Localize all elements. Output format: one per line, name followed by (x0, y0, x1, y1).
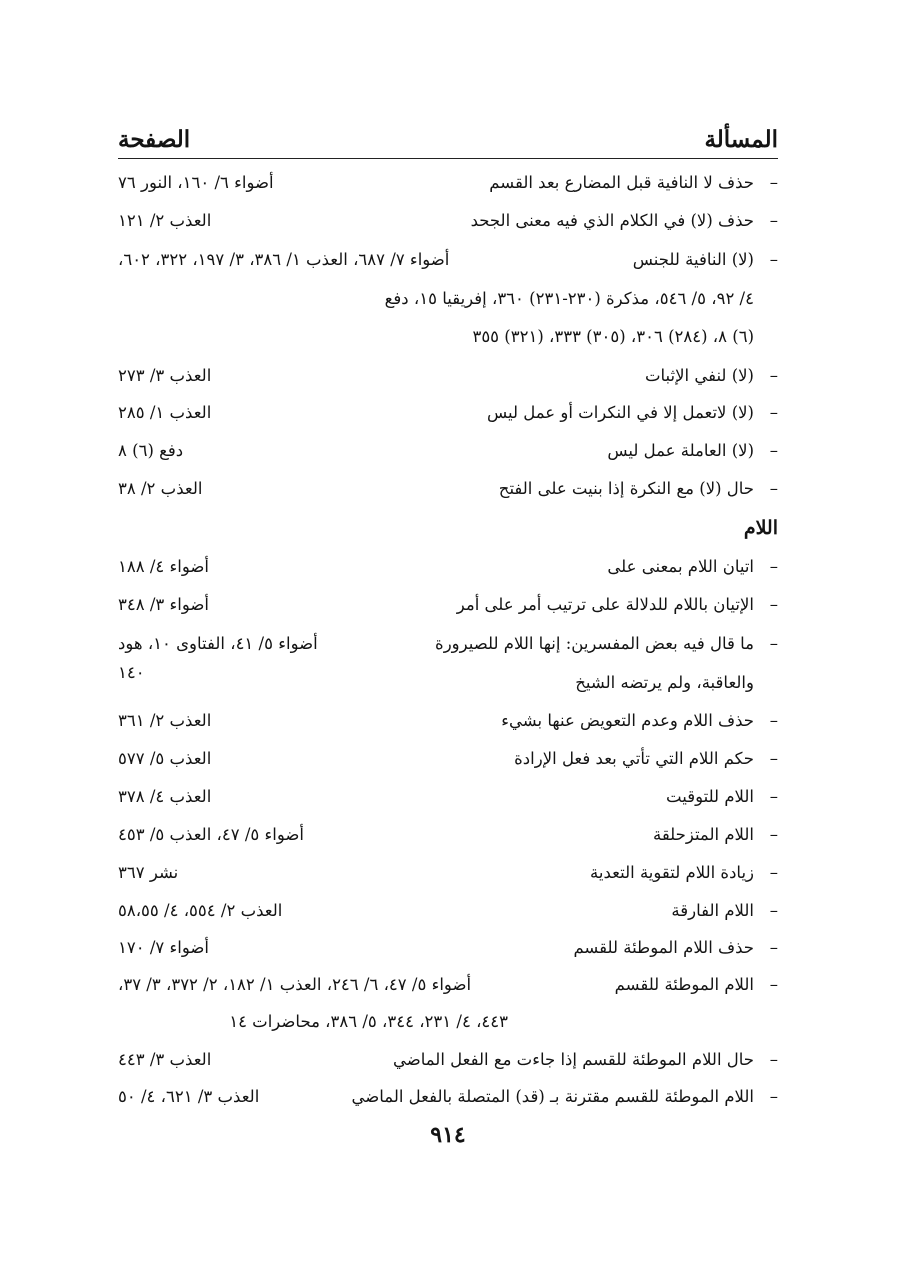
entry-ref: أضواء ٤/ ١٨٨ (118, 557, 209, 576)
entry-ref: العذب ٣/ ٤٤٣ (118, 1050, 212, 1069)
list-item (118, 361, 778, 391)
entry-text: ما قال فيه بعض المفسرين: إنها اللام للصيرورة (435, 634, 754, 653)
list-dash: – (769, 901, 778, 920)
entry-text: اللام الموطئة للقسم مقترنة بـ (قد) المتصلة بالفعل الماضي (351, 1087, 754, 1106)
list-dash: – (769, 787, 778, 806)
list-dash: – (769, 825, 778, 844)
column-title-issue: المسألة (704, 126, 778, 153)
list-item (118, 629, 778, 659)
list-item (118, 1045, 778, 1075)
list-item (118, 782, 778, 812)
list-item (118, 896, 778, 926)
list-item (118, 168, 778, 198)
entry-ref: العذب ٤/ ٣٧٨ (118, 787, 212, 806)
page-header (118, 122, 778, 159)
entry-text: (لا) لنفي الإثبات (644, 366, 754, 385)
column-title-page: الصفحة (118, 126, 191, 153)
entry-text: (لا) العاملة عمل ليس (607, 441, 754, 460)
list-item (118, 436, 778, 466)
entry-ref-continued: (٦) ٨، (٢٨٤) ٣٠٦، (٣٠٥) ٣٣٣، (٣٢١) ٣٥٥ (472, 327, 754, 346)
entry-text: حذف (لا) في الكلام الذي فيه معنى الجحد (470, 211, 754, 230)
entry-continuation (118, 284, 778, 314)
entry-ref: العذب ١/ ٢٨٥ (118, 403, 212, 422)
list-dash: – (769, 1087, 778, 1106)
list-item (118, 245, 778, 275)
list-item (118, 744, 778, 774)
list-dash: – (769, 557, 778, 576)
list-dash: – (769, 595, 778, 614)
list-dash: – (769, 938, 778, 957)
entry-ref: دفع (٦) ٨ (118, 441, 184, 460)
list-item (118, 820, 778, 850)
list-dash: – (769, 250, 778, 269)
list-dash: – (769, 975, 778, 994)
list-item (118, 206, 778, 236)
list-item (118, 970, 778, 1000)
list-item (118, 933, 778, 963)
entry-ref: نشر ٣٦٧ (118, 863, 179, 882)
list-dash: – (769, 1050, 778, 1069)
list-item (118, 552, 778, 582)
entry-ref: العذب ٣/ ٦٢١، ٤/ ٥٠ (118, 1087, 260, 1106)
entry-text: اللام الموطئة للقسم (614, 975, 754, 994)
entry-text: زيادة اللام لتقوية التعدية (590, 863, 754, 882)
list-item (118, 474, 778, 504)
entry-ref: العذب ٢/ ٥٥٤، ٤/ ٥٨،٥٥ (118, 901, 283, 920)
entry-text: الإتيان باللام للدلالة على ترتيب أمر على أمر (456, 595, 754, 614)
list-dash: – (769, 173, 778, 192)
entry-text: اتيان اللام بمعنى على (607, 557, 754, 576)
entry-text: (لا) النافية للجنس (632, 250, 754, 269)
entry-ref: العذب ٢/ ٣٨ (118, 479, 203, 498)
list-dash: – (769, 634, 778, 653)
entry-ref: أضواء ٦/ ١٦٠، النور ٧٦ (118, 173, 274, 192)
entry-ref-continued: ١٤٠ (118, 663, 145, 682)
entry-text-continued: والعاقبة، ولم يرتضه الشيخ (575, 673, 754, 692)
list-item (118, 398, 778, 428)
list-dash: – (769, 211, 778, 230)
list-item (118, 858, 778, 888)
entry-text: اللام الفارقة (671, 901, 754, 920)
entry-ref-continued: ٤٤٣، ٤/ ٢٣١، ٣٤٤، ٥/ ٣٨٦، محاضرات ١٤ (229, 1012, 508, 1031)
entry-ref: العذب ٢/ ١٢١ (118, 211, 212, 230)
list-item (118, 590, 778, 620)
entry-text: اللام للتوقيت (666, 787, 754, 806)
list-dash: – (769, 749, 778, 768)
list-dash: – (769, 366, 778, 385)
entry-ref: العذب ٢/ ٣٦١ (118, 711, 212, 730)
entry-ref: أضواء ٣/ ٣٤٨ (118, 595, 209, 614)
list-item (118, 706, 778, 736)
entry-text: حذف لا النافية قبل المضارع بعد القسم (489, 173, 754, 192)
entry-text: حكم اللام التي تأتي بعد فعل الإرادة (514, 749, 754, 768)
entry-ref: أضواء ٥/ ٤٧، ٦/ ٢٤٦، العذب ١/ ١٨٢، ٢/ ٣٧٢، ٣/ ٣٧، (118, 975, 472, 994)
list-dash: – (769, 441, 778, 460)
entry-ref: العذب ٥/ ٥٧٧ (118, 749, 212, 768)
entry-text: حال (لا) مع النكرة إذا بنيت على الفتح (498, 479, 754, 498)
entry-text: حذف اللام وعدم التعويض عنها بشيء (501, 711, 754, 730)
entry-text: (لا) لاتعمل إلا في النكرات أو عمل ليس (486, 403, 754, 422)
entry-ref: أضواء ٧/ ١٧٠ (118, 938, 209, 957)
entry-continuation (118, 663, 778, 698)
entry-ref: أضواء ٥/ ٤١، الفتاوى ١٠، هود (118, 634, 318, 653)
list-dash: – (769, 711, 778, 730)
entry-ref: العذب ٣/ ٢٧٣ (118, 366, 212, 385)
entry-continuation (118, 1007, 778, 1037)
entry-ref-continued: ٤/ ٩٢، ٥/ ٥٤٦، مذكرة (٢٣٠-٢٣١) ٣٦٠، إفريقيا ١٥، دفع (384, 289, 754, 308)
page-number: ٩١٤ (430, 1122, 466, 1148)
entry-text: اللام المتزحلقة (652, 825, 754, 844)
entry-ref: أضواء ٥/ ٤٧، العذب ٥/ ٤٥٣ (118, 825, 305, 844)
section-heading: اللام (743, 517, 778, 539)
list-dash: – (769, 863, 778, 882)
index-page (118, 0, 778, 1271)
entry-text: حال اللام الموطئة للقسم إذا جاءت مع الفعل الماضي (392, 1050, 754, 1069)
entry-continuation (118, 322, 778, 352)
entry-text: حذف اللام الموطئة للقسم (573, 938, 754, 957)
list-dash: – (769, 479, 778, 498)
list-item (118, 1082, 778, 1112)
list-dash: – (769, 403, 778, 422)
entry-ref: أضواء ٧/ ٦٨٧، العذب ١/ ٣٨٦، ٣/ ١٩٧، ٣٢٢، ٦٠٢، (118, 250, 450, 269)
